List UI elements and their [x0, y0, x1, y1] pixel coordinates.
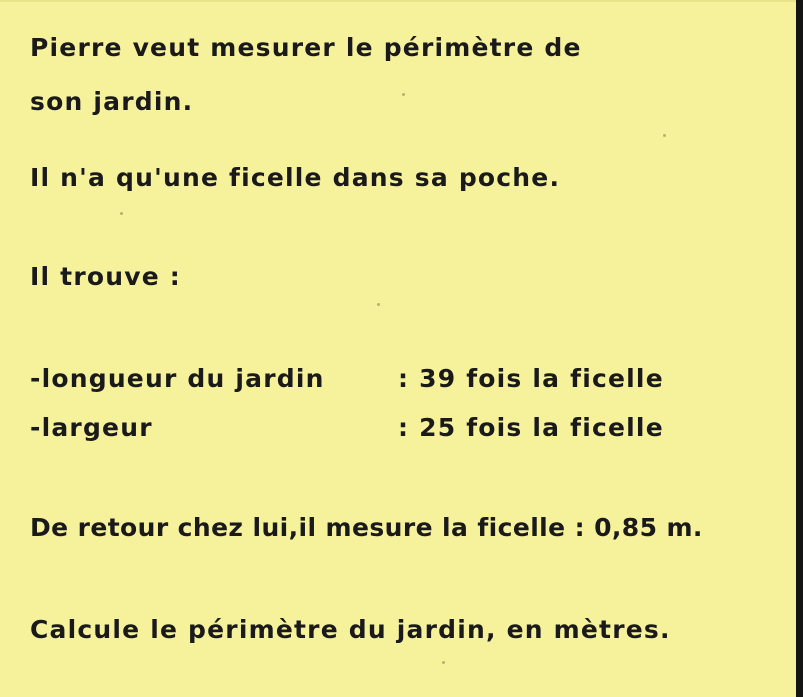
- length-row: [30, 364, 664, 394]
- length-label: -longueur du jardin: [30, 364, 325, 393]
- width-row: [30, 413, 664, 443]
- problem-line-7: De retour chez lui,il mesure la ficelle : 0,85 m.: [30, 513, 703, 542]
- width-value: : 25 fois la ficelle: [398, 413, 664, 442]
- problem-line-3: Il n'a qu'une ficelle dans sa poche.: [30, 163, 561, 192]
- length-value: : 39 fois la ficelle: [398, 364, 664, 393]
- paper-speck: [663, 134, 666, 137]
- problem-line-8: Calcule le périmètre du jardin, en mètres.: [30, 615, 671, 644]
- paper-top-edge: [0, 0, 803, 2]
- paper-right-edge: [796, 0, 803, 697]
- paper-speck: [120, 212, 123, 215]
- paper-speck: [402, 93, 405, 96]
- problem-line-1: Pierre veut mesurer le périmètre de: [30, 33, 582, 62]
- width-label: -largeur: [30, 413, 153, 442]
- problem-line-2: son jardin.: [30, 87, 194, 116]
- paper-speck: [377, 303, 380, 306]
- paper-speck: [442, 661, 445, 664]
- problem-line-4: Il trouve :: [30, 262, 181, 291]
